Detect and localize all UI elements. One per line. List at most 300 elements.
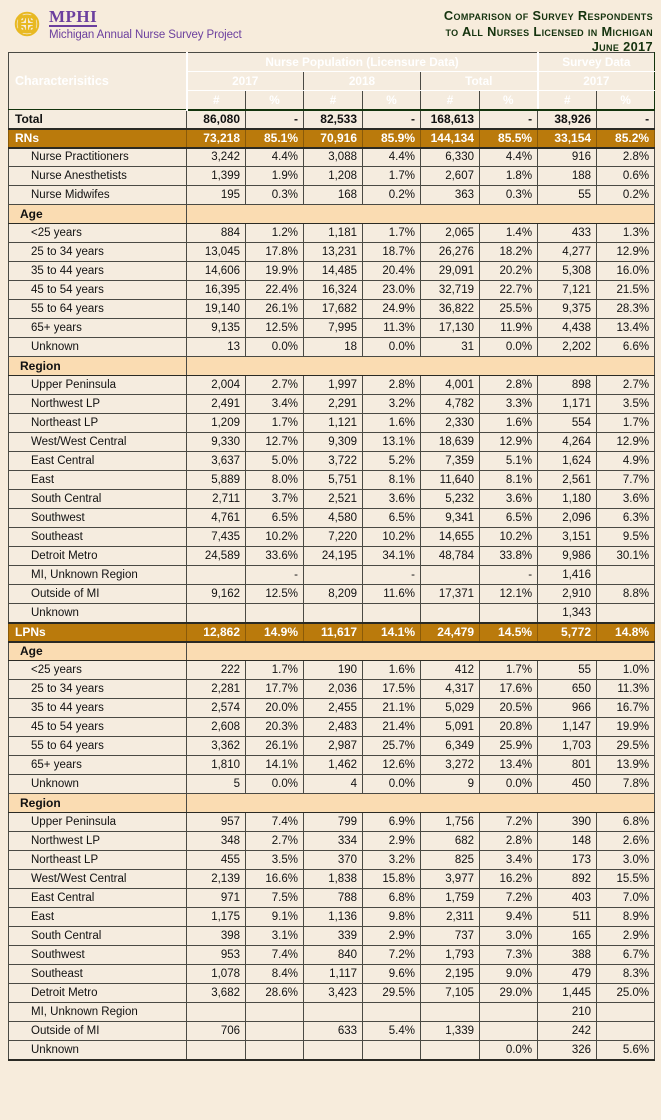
cell-count: 363	[421, 186, 480, 205]
page-title-line-1: Comparison of Survey Respondents	[443, 8, 653, 23]
cell-percent: 17.8%	[246, 243, 304, 262]
cell-count	[187, 1003, 246, 1022]
cell-count: 339	[304, 927, 363, 946]
table-row	[9, 452, 655, 471]
cell-count: 7,121	[538, 281, 597, 300]
cell-count: 3,362	[187, 737, 246, 756]
cell-percent: 9.1%	[246, 908, 304, 927]
cell-count: 16,395	[187, 281, 246, 300]
cell-count: 9,375	[538, 300, 597, 319]
cell-percent: 16.2%	[480, 870, 538, 889]
cell-percent: 3.7%	[246, 490, 304, 509]
cell-count: 2,574	[187, 699, 246, 718]
cell-count: 7,359	[421, 452, 480, 471]
cell-count: 2,096	[538, 509, 597, 528]
cell-count: 1,136	[304, 908, 363, 927]
cell-count: 2,910	[538, 585, 597, 604]
cell-percent	[246, 1041, 304, 1060]
cell-percent: 16.0%	[597, 262, 655, 281]
cell-count: 3,722	[304, 452, 363, 471]
cell-count: 1,078	[187, 965, 246, 984]
cell-percent: 14.8%	[597, 623, 655, 642]
cell-percent: 2.6%	[597, 832, 655, 851]
row-label: <25 years	[9, 661, 187, 680]
cell-count: 73,218	[187, 129, 246, 148]
cell-percent: 2.9%	[597, 927, 655, 946]
cell-percent: 16.7%	[597, 699, 655, 718]
cell-count: 9,309	[304, 433, 363, 452]
row-label: 45 to 54 years	[9, 718, 187, 737]
cell-percent: 25.0%	[597, 984, 655, 1003]
page-title-line-3: June 2017	[591, 39, 653, 54]
cell-percent: 1.7%	[480, 661, 538, 680]
cell-percent: 1.6%	[363, 661, 421, 680]
cell-count: 1,759	[421, 889, 480, 908]
table-row	[9, 889, 655, 908]
table-row	[9, 338, 655, 357]
cell-count: 3,423	[304, 984, 363, 1003]
cell-count: 3,272	[421, 756, 480, 775]
table-row	[9, 509, 655, 528]
cell-percent: 11.3%	[597, 680, 655, 699]
row-label: <25 years	[9, 224, 187, 243]
cell-percent: 13.4%	[480, 756, 538, 775]
cell-count: 4,761	[187, 509, 246, 528]
cell-count: 1,462	[304, 756, 363, 775]
cell-count: 1,121	[304, 414, 363, 433]
row-label: MI, Unknown Region	[9, 566, 187, 585]
header-measure-pct-2: %	[363, 91, 421, 110]
cell-count: 86,080	[187, 110, 246, 129]
cell-count: 5,029	[421, 699, 480, 718]
header-measure-count-3: #	[421, 91, 480, 110]
cell-percent: 3.6%	[480, 490, 538, 509]
cell-count: 19,140	[187, 300, 246, 319]
cell-count: 801	[538, 756, 597, 775]
cell-percent: 4.4%	[246, 148, 304, 167]
cell-count: 953	[187, 946, 246, 965]
mphi-celtic-knot-logo-icon	[10, 7, 44, 41]
cell-percent: 0.0%	[246, 775, 304, 794]
cell-percent	[597, 604, 655, 623]
cell-percent: 3.4%	[246, 395, 304, 414]
cell-count: 2,607	[421, 167, 480, 186]
cell-count: 412	[421, 661, 480, 680]
cell-percent: 1.7%	[246, 661, 304, 680]
cell-percent: 12.9%	[597, 433, 655, 452]
cell-count: 4	[304, 775, 363, 794]
page-title-line-2: to All Nurses Licensed in Michigan	[445, 23, 653, 39]
cell-count: 1,810	[187, 756, 246, 775]
cell-count: 2,281	[187, 680, 246, 699]
cell-percent: 22.7%	[480, 281, 538, 300]
row-label: West/West Central	[9, 870, 187, 889]
cell-count: 370	[304, 851, 363, 870]
cell-count: 18	[304, 338, 363, 357]
row-label: 45 to 54 years	[9, 281, 187, 300]
cell-count: 1,703	[538, 737, 597, 756]
header-group-nurse-population: Nurse Population (Licensure Data)	[187, 53, 538, 72]
cell-count: 5,232	[421, 490, 480, 509]
header-measure-pct-1: %	[246, 91, 304, 110]
table-row	[9, 281, 655, 300]
subsection-spacer	[187, 642, 655, 661]
cell-count: 5,751	[304, 471, 363, 490]
cell-percent	[246, 604, 304, 623]
cell-percent: 26.1%	[246, 737, 304, 756]
cell-count: 554	[538, 414, 597, 433]
cell-percent: 9.8%	[363, 908, 421, 927]
table-row	[9, 547, 655, 566]
cell-count: 24,195	[304, 547, 363, 566]
cell-percent: 2.9%	[363, 927, 421, 946]
table-body	[9, 110, 655, 1060]
cell-count: 682	[421, 832, 480, 851]
header-measure-pct-3: %	[480, 91, 538, 110]
cell-percent	[480, 1022, 538, 1041]
cell-percent: 6.3%	[597, 509, 655, 528]
cell-count: 3,682	[187, 984, 246, 1003]
cell-percent: 8.1%	[363, 471, 421, 490]
cell-percent: 12.7%	[246, 433, 304, 452]
cell-count: 884	[187, 224, 246, 243]
row-label: Nurse Anesthetists	[9, 167, 187, 186]
cell-percent: -	[246, 110, 304, 129]
cell-percent: 2.7%	[246, 376, 304, 395]
cell-count: 3,637	[187, 452, 246, 471]
cell-percent: 85.5%	[480, 129, 538, 148]
cell-count: 55	[538, 186, 597, 205]
table-row	[9, 471, 655, 490]
table-row	[9, 870, 655, 889]
cell-count: 971	[187, 889, 246, 908]
row-label: Northeast LP	[9, 851, 187, 870]
cell-count: 9,986	[538, 547, 597, 566]
cell-count: 2,711	[187, 490, 246, 509]
row-label: 55 to 64 years	[9, 737, 187, 756]
cell-percent: 3.0%	[480, 927, 538, 946]
cell-count: 33,154	[538, 129, 597, 148]
cell-percent: 13.4%	[597, 319, 655, 338]
cell-percent: 20.0%	[246, 699, 304, 718]
cell-percent: 0.6%	[597, 167, 655, 186]
cell-percent: 11.9%	[480, 319, 538, 338]
cell-count	[421, 604, 480, 623]
cell-percent: 8.8%	[597, 585, 655, 604]
cell-percent: 0.0%	[363, 338, 421, 357]
brand-block	[10, 6, 242, 42]
cell-count: 242	[538, 1022, 597, 1041]
cell-count: 403	[538, 889, 597, 908]
cell-count: 144,134	[421, 129, 480, 148]
table-row	[9, 414, 655, 433]
cell-percent: -	[480, 566, 538, 585]
cell-count: 1,343	[538, 604, 597, 623]
cell-percent: 14.1%	[246, 756, 304, 775]
cell-count: 14,485	[304, 262, 363, 281]
cell-percent: 7.7%	[597, 471, 655, 490]
cell-percent: 1.9%	[246, 167, 304, 186]
cell-count: 17,130	[421, 319, 480, 338]
table-row	[9, 300, 655, 319]
cell-percent: 7.2%	[480, 813, 538, 832]
cell-percent: 3.2%	[363, 851, 421, 870]
cell-count: 2,491	[187, 395, 246, 414]
cell-count: 13,231	[304, 243, 363, 262]
cell-count: 18,639	[421, 433, 480, 452]
row-label: 65+ years	[9, 319, 187, 338]
cell-count: 82,533	[304, 110, 363, 129]
cell-percent: 7.2%	[480, 889, 538, 908]
row-label: Northwest LP	[9, 832, 187, 851]
cell-percent: 2.8%	[480, 376, 538, 395]
cell-count: 706	[187, 1022, 246, 1041]
row-label: 55 to 64 years	[9, 300, 187, 319]
cell-percent: 19.9%	[597, 718, 655, 737]
cell-count	[187, 1041, 246, 1060]
cell-count: 326	[538, 1041, 597, 1060]
cell-percent: 5.6%	[597, 1041, 655, 1060]
cell-percent: 17.5%	[363, 680, 421, 699]
table-row	[9, 167, 655, 186]
cell-percent: 8.1%	[480, 471, 538, 490]
cell-count: 1,208	[304, 167, 363, 186]
cell-count: 195	[187, 186, 246, 205]
table-row	[9, 927, 655, 946]
cell-percent: 2.8%	[363, 376, 421, 395]
cell-count: 9,162	[187, 585, 246, 604]
cell-percent	[246, 1022, 304, 1041]
table-head	[9, 53, 655, 110]
cell-count: 148	[538, 832, 597, 851]
cell-count: 7,105	[421, 984, 480, 1003]
cell-count: 5,308	[538, 262, 597, 281]
cell-count: 12,862	[187, 623, 246, 642]
cell-percent: 4.4%	[480, 148, 538, 167]
cell-count: 29,091	[421, 262, 480, 281]
cell-count	[304, 566, 363, 585]
cell-count	[187, 566, 246, 585]
cell-percent: 23.0%	[363, 281, 421, 300]
cell-count: 210	[538, 1003, 597, 1022]
cell-count: 3,977	[421, 870, 480, 889]
cell-percent: 6.5%	[480, 509, 538, 528]
cell-count: 7,220	[304, 528, 363, 547]
table-row	[9, 148, 655, 167]
header-year-2017-survey: 2017	[538, 72, 655, 91]
brand-subtitle: Michigan Annual Nurse Survey Project	[49, 29, 242, 41]
cell-count: 5	[187, 775, 246, 794]
subsection-spacer	[187, 205, 655, 224]
header-year-2018-licensure: 2018	[304, 72, 421, 91]
cell-count: 2,521	[304, 490, 363, 509]
header-measure-count-4: #	[538, 91, 597, 110]
cell-percent: 2.7%	[246, 832, 304, 851]
cell-count: 168	[304, 186, 363, 205]
cell-percent: 29.0%	[480, 984, 538, 1003]
cell-percent: 0.2%	[363, 186, 421, 205]
cell-count: 1,117	[304, 965, 363, 984]
cell-percent: 7.0%	[597, 889, 655, 908]
cell-percent: 1.2%	[246, 224, 304, 243]
cell-count: 13,045	[187, 243, 246, 262]
row-label: Northeast LP	[9, 414, 187, 433]
cell-count: 1,997	[304, 376, 363, 395]
cell-percent: 9.0%	[480, 965, 538, 984]
cell-count: 1,756	[421, 813, 480, 832]
cell-percent	[246, 1003, 304, 1022]
cell-count	[421, 1003, 480, 1022]
row-label: Unknown	[9, 775, 187, 794]
cell-count: 1,147	[538, 718, 597, 737]
table-row	[9, 1003, 655, 1022]
cell-percent: 26.1%	[246, 300, 304, 319]
table-row	[9, 718, 655, 737]
cell-count: 479	[538, 965, 597, 984]
cell-percent: 0.2%	[597, 186, 655, 205]
cell-count: 511	[538, 908, 597, 927]
table-row	[9, 319, 655, 338]
cell-percent: 8.9%	[597, 908, 655, 927]
cell-count: 70,916	[304, 129, 363, 148]
row-label: 25 to 34 years	[9, 243, 187, 262]
table-row	[9, 813, 655, 832]
cell-count: 17,371	[421, 585, 480, 604]
cell-percent: 13.1%	[363, 433, 421, 452]
cell-count: 4,001	[421, 376, 480, 395]
table-row	[9, 243, 655, 262]
cell-percent: 0.0%	[480, 1041, 538, 1060]
header-year-total-licensure: Total	[421, 72, 538, 91]
cell-count: 966	[538, 699, 597, 718]
cell-percent: 6.6%	[597, 338, 655, 357]
cell-percent: 3.0%	[597, 851, 655, 870]
table-row	[9, 965, 655, 984]
cell-percent	[597, 1022, 655, 1041]
row-label: South Central	[9, 927, 187, 946]
cell-percent: 3.6%	[597, 490, 655, 509]
row-label: Unknown	[9, 338, 187, 357]
cell-percent: 8.0%	[246, 471, 304, 490]
header-measure-count-2: #	[304, 91, 363, 110]
cell-percent: -	[363, 110, 421, 129]
cell-percent: 15.5%	[597, 870, 655, 889]
row-label: Region	[9, 794, 187, 813]
cell-percent: 1.6%	[480, 414, 538, 433]
table-row	[9, 604, 655, 623]
cell-percent	[363, 1041, 421, 1060]
subsection-row	[9, 205, 655, 224]
cell-count: 36,822	[421, 300, 480, 319]
cell-count: 1,180	[538, 490, 597, 509]
cell-count: 1,624	[538, 452, 597, 471]
cell-count: 1,181	[304, 224, 363, 243]
cell-percent: 7.4%	[246, 946, 304, 965]
cell-percent: 25.9%	[480, 737, 538, 756]
cell-count: 32,719	[421, 281, 480, 300]
cell-percent	[597, 566, 655, 585]
row-label: Detroit Metro	[9, 547, 187, 566]
cell-percent: 3.2%	[363, 395, 421, 414]
cell-percent: 1.4%	[480, 224, 538, 243]
row-label: Outside of MI	[9, 585, 187, 604]
cell-percent: 28.3%	[597, 300, 655, 319]
table-row	[9, 832, 655, 851]
cell-percent: 0.0%	[246, 338, 304, 357]
cell-count: 2,195	[421, 965, 480, 984]
header-characteristics: Characterisitics	[9, 53, 187, 110]
row-label: RNs	[9, 129, 187, 148]
cell-percent: 0.3%	[480, 186, 538, 205]
table-row	[9, 528, 655, 547]
cell-count	[304, 1041, 363, 1060]
cell-count: 9	[421, 775, 480, 794]
cell-percent: 7.5%	[246, 889, 304, 908]
category-row	[9, 129, 655, 148]
row-label: Southeast	[9, 528, 187, 547]
cell-percent: 17.7%	[246, 680, 304, 699]
cell-count: 3,088	[304, 148, 363, 167]
cell-count: 633	[304, 1022, 363, 1041]
cell-percent: 18.7%	[363, 243, 421, 262]
cell-count: 737	[421, 927, 480, 946]
cell-percent: 9.5%	[597, 528, 655, 547]
cell-percent: 19.9%	[246, 262, 304, 281]
row-label: Nurse Midwifes	[9, 186, 187, 205]
cell-percent: 7.2%	[363, 946, 421, 965]
cell-count: 17,682	[304, 300, 363, 319]
cell-percent: 9.4%	[480, 908, 538, 927]
cell-percent: 2.8%	[597, 148, 655, 167]
cell-count: 2,036	[304, 680, 363, 699]
cell-count: 1,838	[304, 870, 363, 889]
row-label: East Central	[9, 452, 187, 471]
cell-count: 898	[538, 376, 597, 395]
table-row	[9, 851, 655, 870]
table-row	[9, 566, 655, 585]
row-label: Northwest LP	[9, 395, 187, 414]
cell-count: 165	[538, 927, 597, 946]
cell-count: 650	[538, 680, 597, 699]
cell-percent: 34.1%	[363, 547, 421, 566]
cell-percent: 20.4%	[363, 262, 421, 281]
cell-count: 4,317	[421, 680, 480, 699]
row-label: 25 to 34 years	[9, 680, 187, 699]
cell-count: 2,608	[187, 718, 246, 737]
table-row	[9, 376, 655, 395]
cell-percent: 6.8%	[597, 813, 655, 832]
row-label: Southwest	[9, 509, 187, 528]
cell-percent: 0.0%	[363, 775, 421, 794]
row-label: South Central	[9, 490, 187, 509]
cell-count: 55	[538, 661, 597, 680]
cell-count: 1,175	[187, 908, 246, 927]
cell-count: 6,330	[421, 148, 480, 167]
cell-count: 1,339	[421, 1022, 480, 1041]
cell-percent: 3.6%	[363, 490, 421, 509]
header-measure-pct-4: %	[597, 91, 655, 110]
table-row	[9, 908, 655, 927]
cell-count: 188	[538, 167, 597, 186]
cell-percent: 25.7%	[363, 737, 421, 756]
row-label: Upper Peninsula	[9, 813, 187, 832]
cell-percent	[597, 1003, 655, 1022]
cell-count: 433	[538, 224, 597, 243]
cell-count: 4,264	[538, 433, 597, 452]
cell-count: 6,349	[421, 737, 480, 756]
cell-percent: 3.1%	[246, 927, 304, 946]
cell-count: 4,438	[538, 319, 597, 338]
